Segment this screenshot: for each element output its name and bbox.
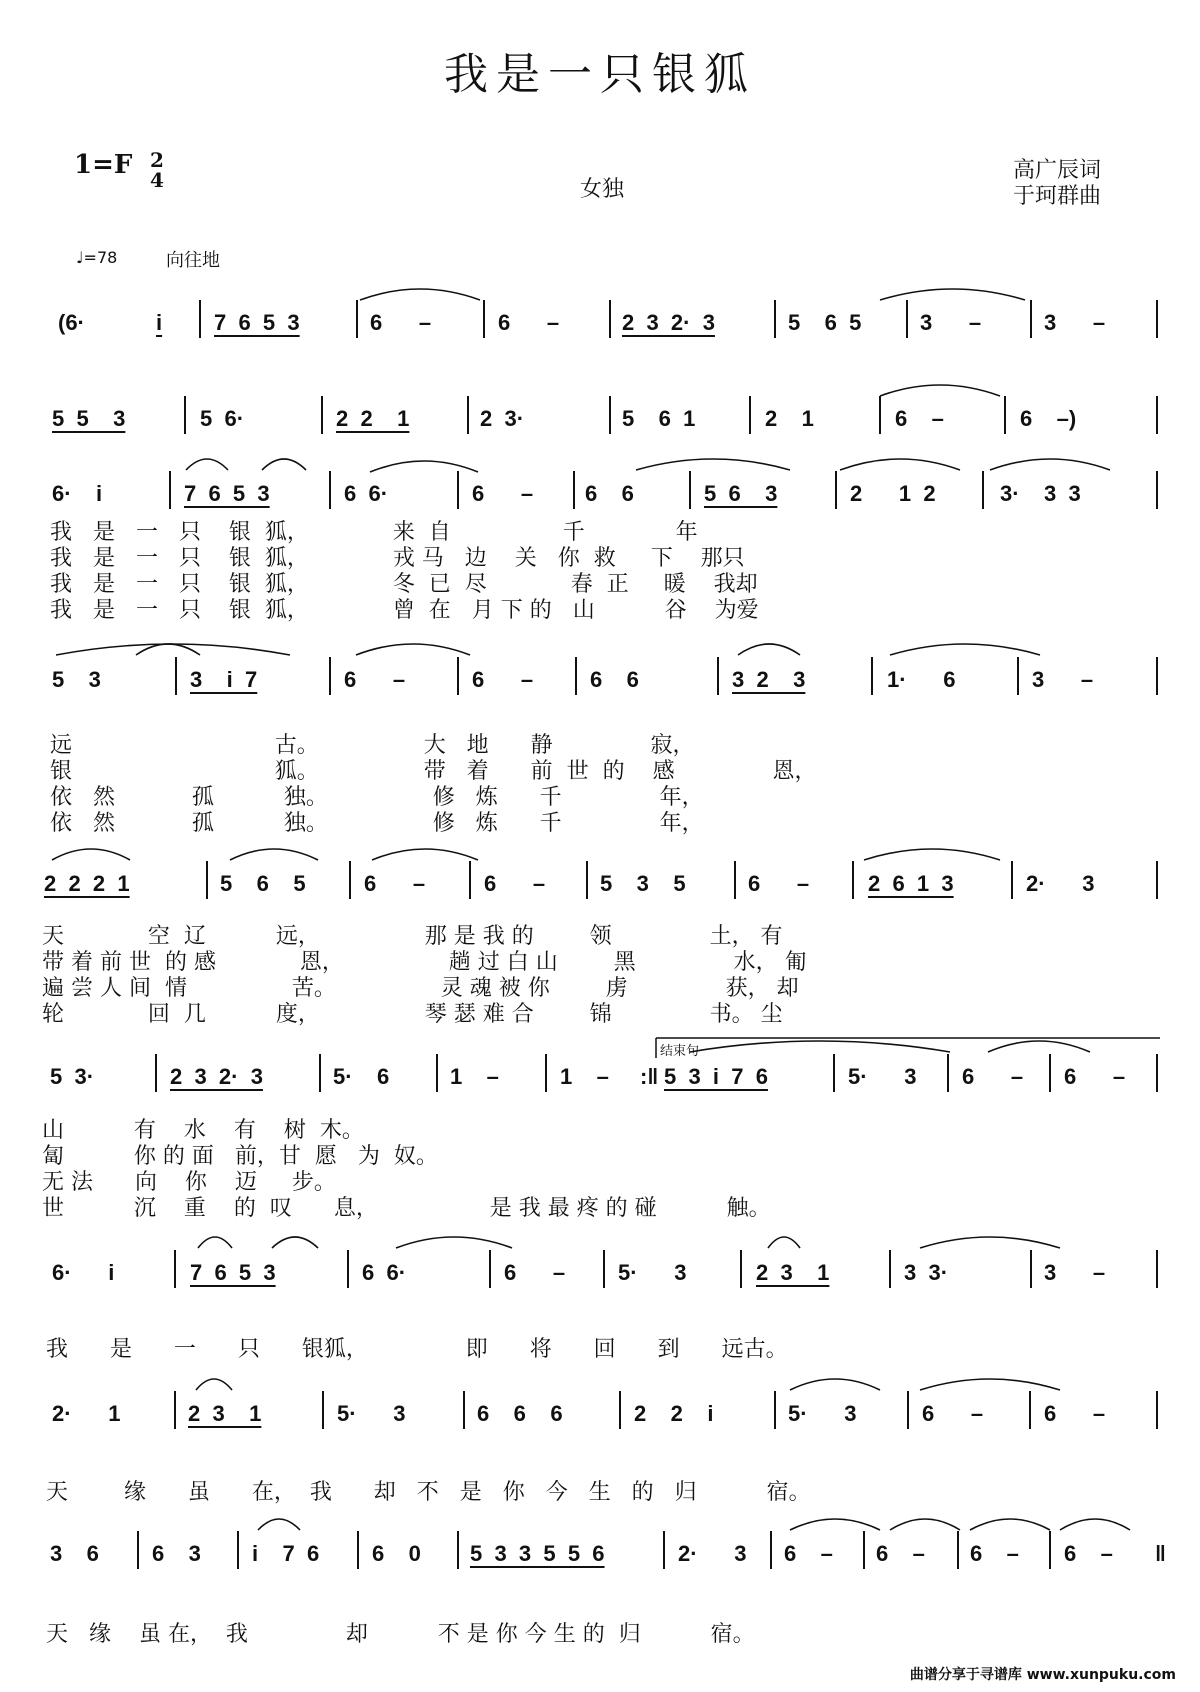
page-title: 我是一只银狐: [444, 49, 756, 100]
lyric-line: 匐 你 的 面 前，甘 愿 为 奴。: [42, 1144, 438, 1169]
slur: [136, 644, 200, 655]
note-group: 5 6 1: [622, 406, 696, 431]
lyric-line: 银 狐。 带 着 前 世 的 感 恩，: [50, 759, 817, 784]
note-group: 6 –): [1020, 406, 1077, 431]
slur: [880, 385, 1000, 396]
note-group: 3 3·: [904, 1260, 949, 1285]
note-group: 5· 3: [337, 1401, 406, 1426]
note-group: 6 –: [498, 310, 560, 335]
note-group: 6 6: [585, 481, 634, 506]
note-group: i: [156, 310, 163, 335]
note-group: 7 6 5 3: [190, 1260, 276, 1285]
lyrics-line-7: 天 缘 虽 在， 我 却 不 是 你 今 生 的 归 宿。: [46, 1622, 755, 1647]
slur: [372, 849, 478, 860]
slur: [920, 1379, 1060, 1390]
lyrics-line-6: 天 缘 虽 在， 我 却 不 是 你 今 生 的 归 宿。: [46, 1480, 811, 1505]
lyric-line: 无 法 向 你 迈 步。: [42, 1170, 336, 1195]
note-group: 6 –: [1064, 1541, 1113, 1566]
slur: [56, 644, 290, 655]
slur: [864, 849, 1000, 860]
note-group: 6 6: [590, 667, 639, 692]
note-group: 6 6 6: [477, 1401, 563, 1426]
slur: [970, 1519, 1050, 1530]
lyric-line: 带 着 前 世 的 感 恩， 趟 过 白 山 黑 水， 匍: [42, 950, 807, 975]
ending-label: 结束句: [660, 1044, 700, 1059]
note-group: 5 3 3 5 5 6: [470, 1541, 605, 1566]
lyric-line: 我 是 一 只 银 狐， 曾 在 月 下 的 山 谷 为爱: [50, 598, 759, 623]
note-group: 1 –: [560, 1064, 609, 1089]
note-group: 5 3·: [50, 1064, 95, 1089]
note-group: 3 i 7: [190, 667, 258, 692]
lyric-line: 遍 尝 人 间 情 苦。 灵 魂 被 你 虏 获， 却: [42, 976, 799, 1001]
note-group: 2· 3: [678, 1541, 747, 1566]
slur: [370, 461, 478, 472]
note-group: 5 6 5: [788, 310, 862, 335]
composer: 于珂群曲: [1013, 184, 1102, 209]
note-group: 5· 3: [848, 1064, 917, 1089]
note-group: 6 –: [344, 667, 406, 692]
time-signature-bottom: 4: [150, 168, 164, 192]
lyric-line: 山 有 水 有 树 木。: [42, 1118, 364, 1143]
note-group: 2 6 1 3: [868, 871, 954, 896]
note-group: 6 –: [504, 1260, 566, 1285]
key-signature: 1=F: [74, 150, 133, 180]
slur: [920, 1237, 1060, 1248]
note-group: 6 –: [1044, 1401, 1106, 1426]
note-group: 6 –: [1064, 1064, 1126, 1089]
lyrics-stanza-4: [42, 1118, 771, 1222]
note-group: 6 6·: [344, 481, 389, 506]
note-group: 6 3: [152, 1541, 201, 1566]
note-group: 6 –: [970, 1541, 1019, 1566]
lyrics-stanza-1: [50, 520, 759, 624]
lyric-line: 轮 回 几 度， 琴 瑟 难 合 锦 书。 尘: [42, 1002, 783, 1027]
note-group: 2· 3: [1026, 871, 1095, 896]
note-group: (6·: [58, 310, 85, 335]
lyric-line: 依 然 孤 独。 修 炼 千 年，: [50, 785, 704, 810]
note-group: 1 –: [450, 1064, 499, 1089]
footer-credit: 曲谱分享于寻谱库 www.xunpuku.com: [909, 1667, 1176, 1683]
slur: [990, 459, 1110, 470]
slur: [356, 644, 470, 655]
note-group: 5 3 i 7 6: [664, 1064, 768, 1089]
slur: [52, 849, 130, 860]
note-group: 6 –: [876, 1541, 925, 1566]
note-group: 7 6 5 3: [214, 310, 300, 335]
lyrics-stanza-3: [42, 924, 807, 1028]
note-group: 2 3·: [480, 406, 525, 431]
slur: [890, 1519, 960, 1530]
slur: [768, 1237, 800, 1248]
note-group: 2 3 2· 3: [622, 310, 715, 335]
lyric-line: 依 然 孤 独。 修 炼 千 年，: [50, 811, 704, 836]
lyric-line: 我 是 一 只 银 狐， 戎 马 边 关 你 救 下 那只: [50, 546, 745, 571]
note-group: 5· 3: [788, 1401, 857, 1426]
note-group: 6· i: [52, 1260, 115, 1285]
lyrics-line-5: 我 是 一 只 银狐， 即 将 回 到 远古。: [46, 1337, 788, 1362]
note-group: 6 –: [962, 1064, 1024, 1089]
slur: [690, 1041, 950, 1052]
note-group: 2 2 2 1: [44, 871, 130, 896]
note-group: 2 1: [765, 406, 814, 431]
slur: [396, 1237, 512, 1248]
note-group: 6 6·: [362, 1260, 407, 1285]
note-group: 3 –: [1032, 667, 1094, 692]
lyricist: 高广辰词: [1013, 158, 1102, 183]
note-group: 6 0: [372, 1541, 421, 1566]
note-group: 5 6·: [200, 406, 245, 431]
slur: [790, 1379, 880, 1390]
tempo-marking: ♩=78: [76, 248, 118, 267]
slur: [262, 459, 306, 470]
note-group: 2 3 2· 3: [170, 1064, 263, 1089]
note-group: 6 –: [922, 1401, 984, 1426]
barline-repeat: ‖: [1155, 1541, 1166, 1566]
slur: [258, 1519, 300, 1530]
slur: [880, 289, 1025, 300]
note-group: 2 1 2: [850, 481, 936, 506]
lyric-line: 天 空 辽 远， 那 是 我 的 领 土， 有: [42, 924, 783, 949]
note-group: 6 –: [472, 667, 534, 692]
lyric-line: 世 沉 重 的 叹 息， 是 我 最 疼 的 碰 触。: [42, 1196, 771, 1221]
slur: [272, 1237, 318, 1248]
note-group: 3· 3 3: [1000, 481, 1081, 506]
slur: [230, 849, 318, 860]
slur: [840, 459, 960, 470]
note-group: 2· 1: [52, 1401, 121, 1426]
note-group: 7 6 5 3: [184, 481, 270, 506]
lyrics-stanza-2: [50, 733, 817, 837]
note-group: 2 3 1: [188, 1401, 262, 1426]
genre-label: 女独: [580, 177, 625, 202]
slur: [790, 1519, 880, 1530]
note-group: 3 –: [1044, 1260, 1106, 1285]
note-group: 2 2 i: [634, 1401, 714, 1426]
note-group: 5· 6: [333, 1064, 390, 1089]
note-group: 3 6: [50, 1541, 99, 1566]
note-group: 6 –: [364, 871, 426, 896]
lyric-line: 我 是 一 只 银 狐， 冬 已 尽 春 正 暖 我却: [50, 572, 758, 597]
note-group: 6 –: [895, 406, 944, 431]
note-group: 2 3 1: [756, 1260, 830, 1285]
slur: [988, 1041, 1090, 1052]
note-group: 6· i: [52, 481, 103, 506]
slur: [738, 644, 800, 655]
slur: [198, 1237, 232, 1248]
slur: [1060, 1519, 1130, 1530]
note-group: 5· 3: [618, 1260, 687, 1285]
slur: [196, 1379, 232, 1390]
barline-repeat: :‖: [640, 1064, 659, 1089]
note-group: i 7 6: [252, 1541, 320, 1566]
note-group: 3 –: [920, 310, 982, 335]
note-group: 2 2 1: [336, 406, 410, 431]
expression-marking: 向往地: [166, 250, 220, 271]
note-group: 6 –: [484, 871, 546, 896]
note-group: 6 –: [370, 310, 432, 335]
slur: [186, 459, 228, 470]
note-group: 6 –: [784, 1541, 833, 1566]
note-group: 3 2 3: [732, 667, 806, 692]
time-signature-top: 2: [150, 148, 164, 172]
note-group: 1· 6: [887, 667, 956, 692]
note-group: 5 6 3: [704, 481, 778, 506]
slur: [360, 289, 480, 300]
slur: [636, 459, 790, 470]
note-group: 5 5 3: [52, 406, 126, 431]
note-group: 5 3: [52, 667, 101, 692]
note-group: 5 3 5: [600, 871, 686, 896]
note-group: 5 6 5: [220, 871, 306, 896]
note-group: 6 –: [748, 871, 810, 896]
lyric-line: 我 是 一 只 银 狐， 来 自 千 年: [50, 520, 698, 545]
note-group: 3 –: [1044, 310, 1106, 335]
slur: [890, 644, 1040, 655]
lyric-line: 远 古。 大 地 静 寂，: [50, 733, 695, 758]
note-group: 6 –: [472, 481, 534, 506]
